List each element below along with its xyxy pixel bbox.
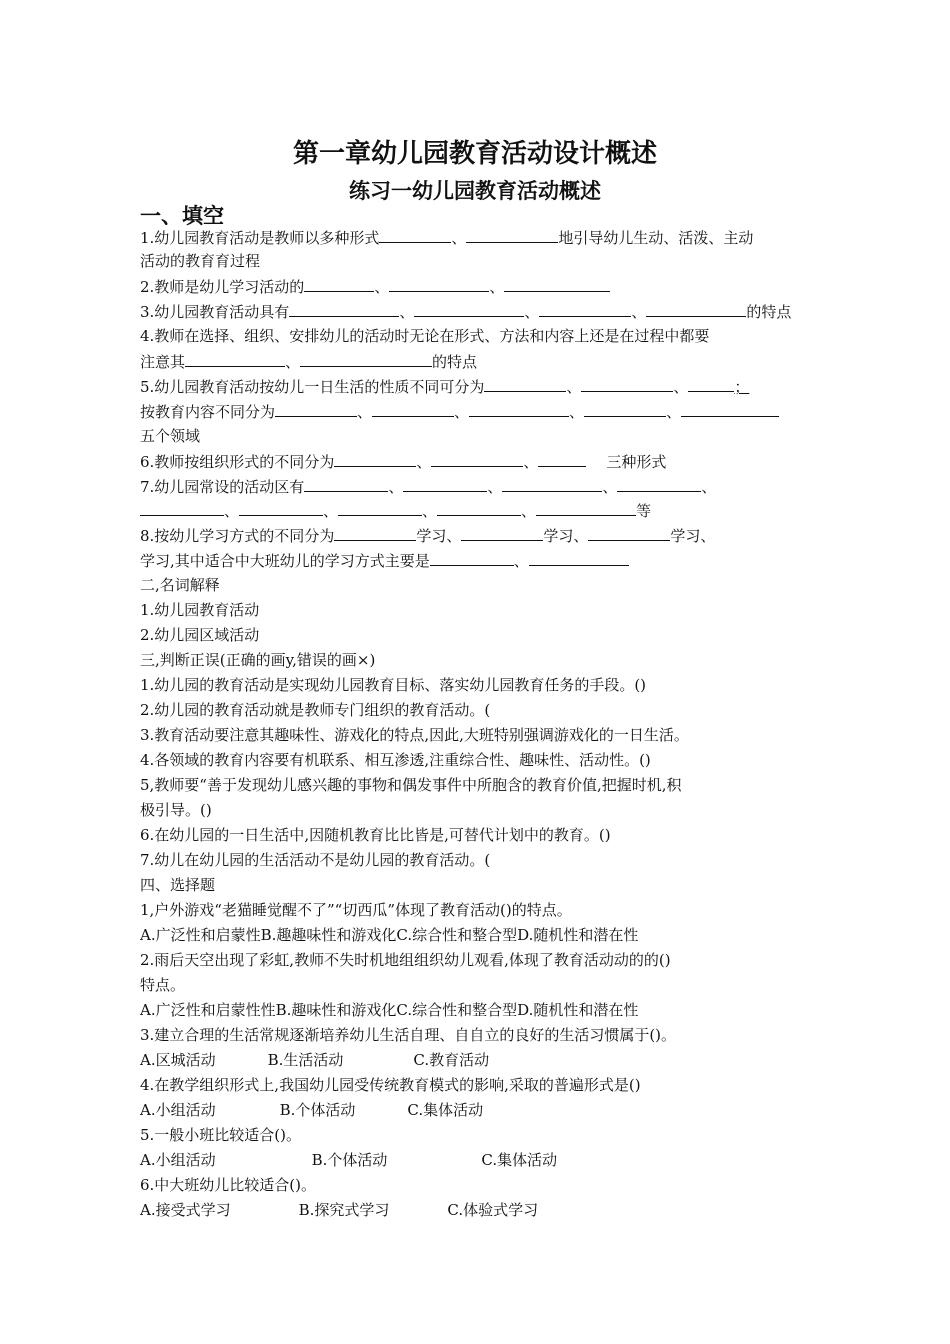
answer-blank (584, 401, 666, 417)
answer-blank (304, 276, 374, 292)
answer-blank (502, 476, 602, 492)
answer-blank (185, 351, 285, 367)
fill-q8-continued: 学习,其中适合中大班幼儿的学习方式主要是 、 (140, 550, 629, 571)
choice-options: A.广泛性和启蒙性B.趣趣味性和游戏化C.综合性和整合型D.随机性和潜在性 (140, 926, 639, 944)
fill-q8: 8.按幼儿学习方式的不同分为 学习、 学习、 学习、 (140, 527, 716, 545)
choice-option: A.接受式学习 (140, 1201, 231, 1219)
judge-item: 3.教育活动要注意其趣味性、游戏化的特点,因此,大班特别强调游戏化的一日生活。 (140, 726, 689, 744)
fill-q7-continued: 、 、 、 、 等 (140, 500, 651, 521)
fill-q1: 1.幼儿园教育活动是教师以多种形式 、 地引导幼儿生动、活泼、主动 (140, 229, 754, 247)
choice-option: B.探究式学习 (298, 1201, 390, 1219)
answer-blank (536, 500, 636, 516)
answer-blank (338, 500, 422, 516)
answer-blank (379, 227, 451, 243)
fill-q6: 6.教师按组织形式的不同分为 、 、 三种形式 (140, 453, 667, 471)
choice-question-continued: 特点。 (140, 976, 186, 994)
fill-q4-continued: 注意其 、 的特点 (140, 353, 478, 371)
choice-question: 6.中大班幼儿比较适合()。 (140, 1176, 317, 1194)
choice-option: C.教育活动 (413, 1051, 490, 1069)
answer-blank (484, 376, 566, 392)
judge-item: 1.幼儿园的教育活动是实现幼儿园教育目标、落实幼儿园教育任务的手段。() (140, 676, 647, 694)
choice-options (140, 1150, 557, 1170)
choice-option: A.小组活动 (140, 1101, 216, 1119)
judge-item: 5,教师要“善于发现幼儿感兴趣的事物和偶发事件中所胞含的教育价值,把握时机,积 (140, 776, 682, 794)
choice-option: C.集体活动 (407, 1101, 484, 1119)
choice-option: B.个体活动 (279, 1101, 356, 1119)
choice-options (140, 1050, 489, 1070)
section-heading-fill: 一、填空 (140, 203, 224, 228)
section-heading-choice: 四、选择题 (140, 876, 216, 894)
answer-blank (529, 550, 629, 566)
judge-item: 2.幼儿园的教育活动就是教师专门组织的教育活动。( (140, 701, 491, 719)
answer-blank (504, 276, 610, 292)
choice-option: A.区城活动 (140, 1051, 216, 1069)
choice-option: C.体验式学习 (447, 1201, 539, 1219)
answer-blank (437, 500, 521, 516)
fill-q2: 2.教师是幼儿学习活动的 、 、 (140, 276, 610, 297)
answer-blank (300, 351, 432, 367)
answer-blank (681, 401, 779, 417)
fill-q5: 5.幼儿园教育活动按幼儿一日生活的性质不同可分为 、 、 ； (140, 378, 750, 396)
answer-blank (275, 401, 357, 417)
answer-blank (389, 276, 489, 292)
answer-blank (431, 451, 523, 467)
page-subtitle: 练习一幼儿园教育活动概述 (349, 178, 601, 203)
choice-option: A.小组活动 (140, 1151, 216, 1169)
answer-blank (289, 301, 399, 317)
answer-blank (430, 550, 514, 566)
answer-blank (461, 525, 543, 541)
answer-blank (469, 401, 569, 417)
answer-blank (372, 401, 454, 417)
choice-options: A.广泛性和启蒙性性B.趣味性和游戏化C.综合性和整合型D.随机性和潜在性 (140, 1001, 639, 1019)
answer-blank (581, 376, 673, 392)
answer-blank (304, 476, 388, 492)
answer-blank (588, 525, 670, 541)
fill-q5-continued: 五个领域 (140, 427, 201, 445)
fill-q5-line2: 按教育内容不同分为 、 、 、 、 (140, 401, 779, 422)
judge-item: 7.幼儿在幼儿园的生活活动不是幼儿园的教育活动。( (140, 851, 491, 869)
answer-blank (334, 525, 416, 541)
choice-question: 3.建立合理的生活常规逐渐培养幼儿生活自理、自自立的良好的生活习惯属于()。 (140, 1026, 677, 1044)
choice-options (140, 1100, 483, 1120)
choice-options (140, 1200, 538, 1220)
answer-blank (688, 376, 734, 392)
section-heading-judge: 三,判断正误(正确的画y,错误的画×) (140, 651, 376, 669)
answer-blank (403, 476, 487, 492)
fill-q3: 3.幼儿园教育活动具有 、 、 、 的特点 (140, 303, 792, 321)
term-item: 1.幼儿园教育活动 (140, 601, 260, 619)
answer-blank (414, 301, 524, 317)
answer-blank (539, 301, 631, 317)
answer-blank (334, 451, 416, 467)
answer-blank (466, 227, 558, 243)
fill-q7: 7.幼儿园常设的活动区有 、 、 、 、 (140, 478, 717, 496)
choice-question: 1,户外游戏“老猫睡觉醒不了”“切西瓜”体现了教育活动()的特点。 (140, 901, 572, 919)
answer-blank (617, 476, 701, 492)
choice-option: B.生活活动 (267, 1051, 344, 1069)
fill-q4: 4.教师在选择、组织、安排幼儿的活动时无论在形式、方法和内容上还是在过程中都要 (140, 327, 710, 345)
choice-option: C.集体活动 (481, 1151, 558, 1169)
choice-question: 2.雨后天空出现了彩虹,教师不失时机地组组织幼儿观看,体现了教育活动动的的() (140, 951, 671, 969)
judge-item-continued: 极引导。() (140, 801, 212, 819)
choice-option: B.个体活动 (311, 1151, 388, 1169)
choice-question: 4.在教学组织形式上,我国幼儿园受传统教育模式的影响,采取的普遍形式是() (140, 1076, 641, 1094)
fill-q1-continued: 活动的教育育过程 (140, 252, 261, 270)
answer-blank (239, 500, 323, 516)
choice-question: 5.一般小班比较适合()。 (140, 1126, 302, 1144)
answer-blank (140, 500, 224, 516)
judge-item: 4.各领域的教育内容要有机联系、相互渗透,注重综合性、趣味性、活动性。() (140, 751, 651, 769)
page-title: 第一章幼儿园教育活动设计概述 (292, 139, 657, 169)
answer-blank (538, 451, 586, 467)
section-heading-terms: 二,名词解释 (140, 576, 220, 594)
fill-q1-text: 1.幼儿园教育活动是教师以多种形式 (140, 229, 380, 247)
term-item: 2.幼儿园区域活动 (140, 626, 260, 644)
answer-blank (646, 301, 746, 317)
judge-item: 6.在幼儿园的一日生活中,因随机教育比比皆是,可替代计划中的教育。() (140, 826, 611, 844)
